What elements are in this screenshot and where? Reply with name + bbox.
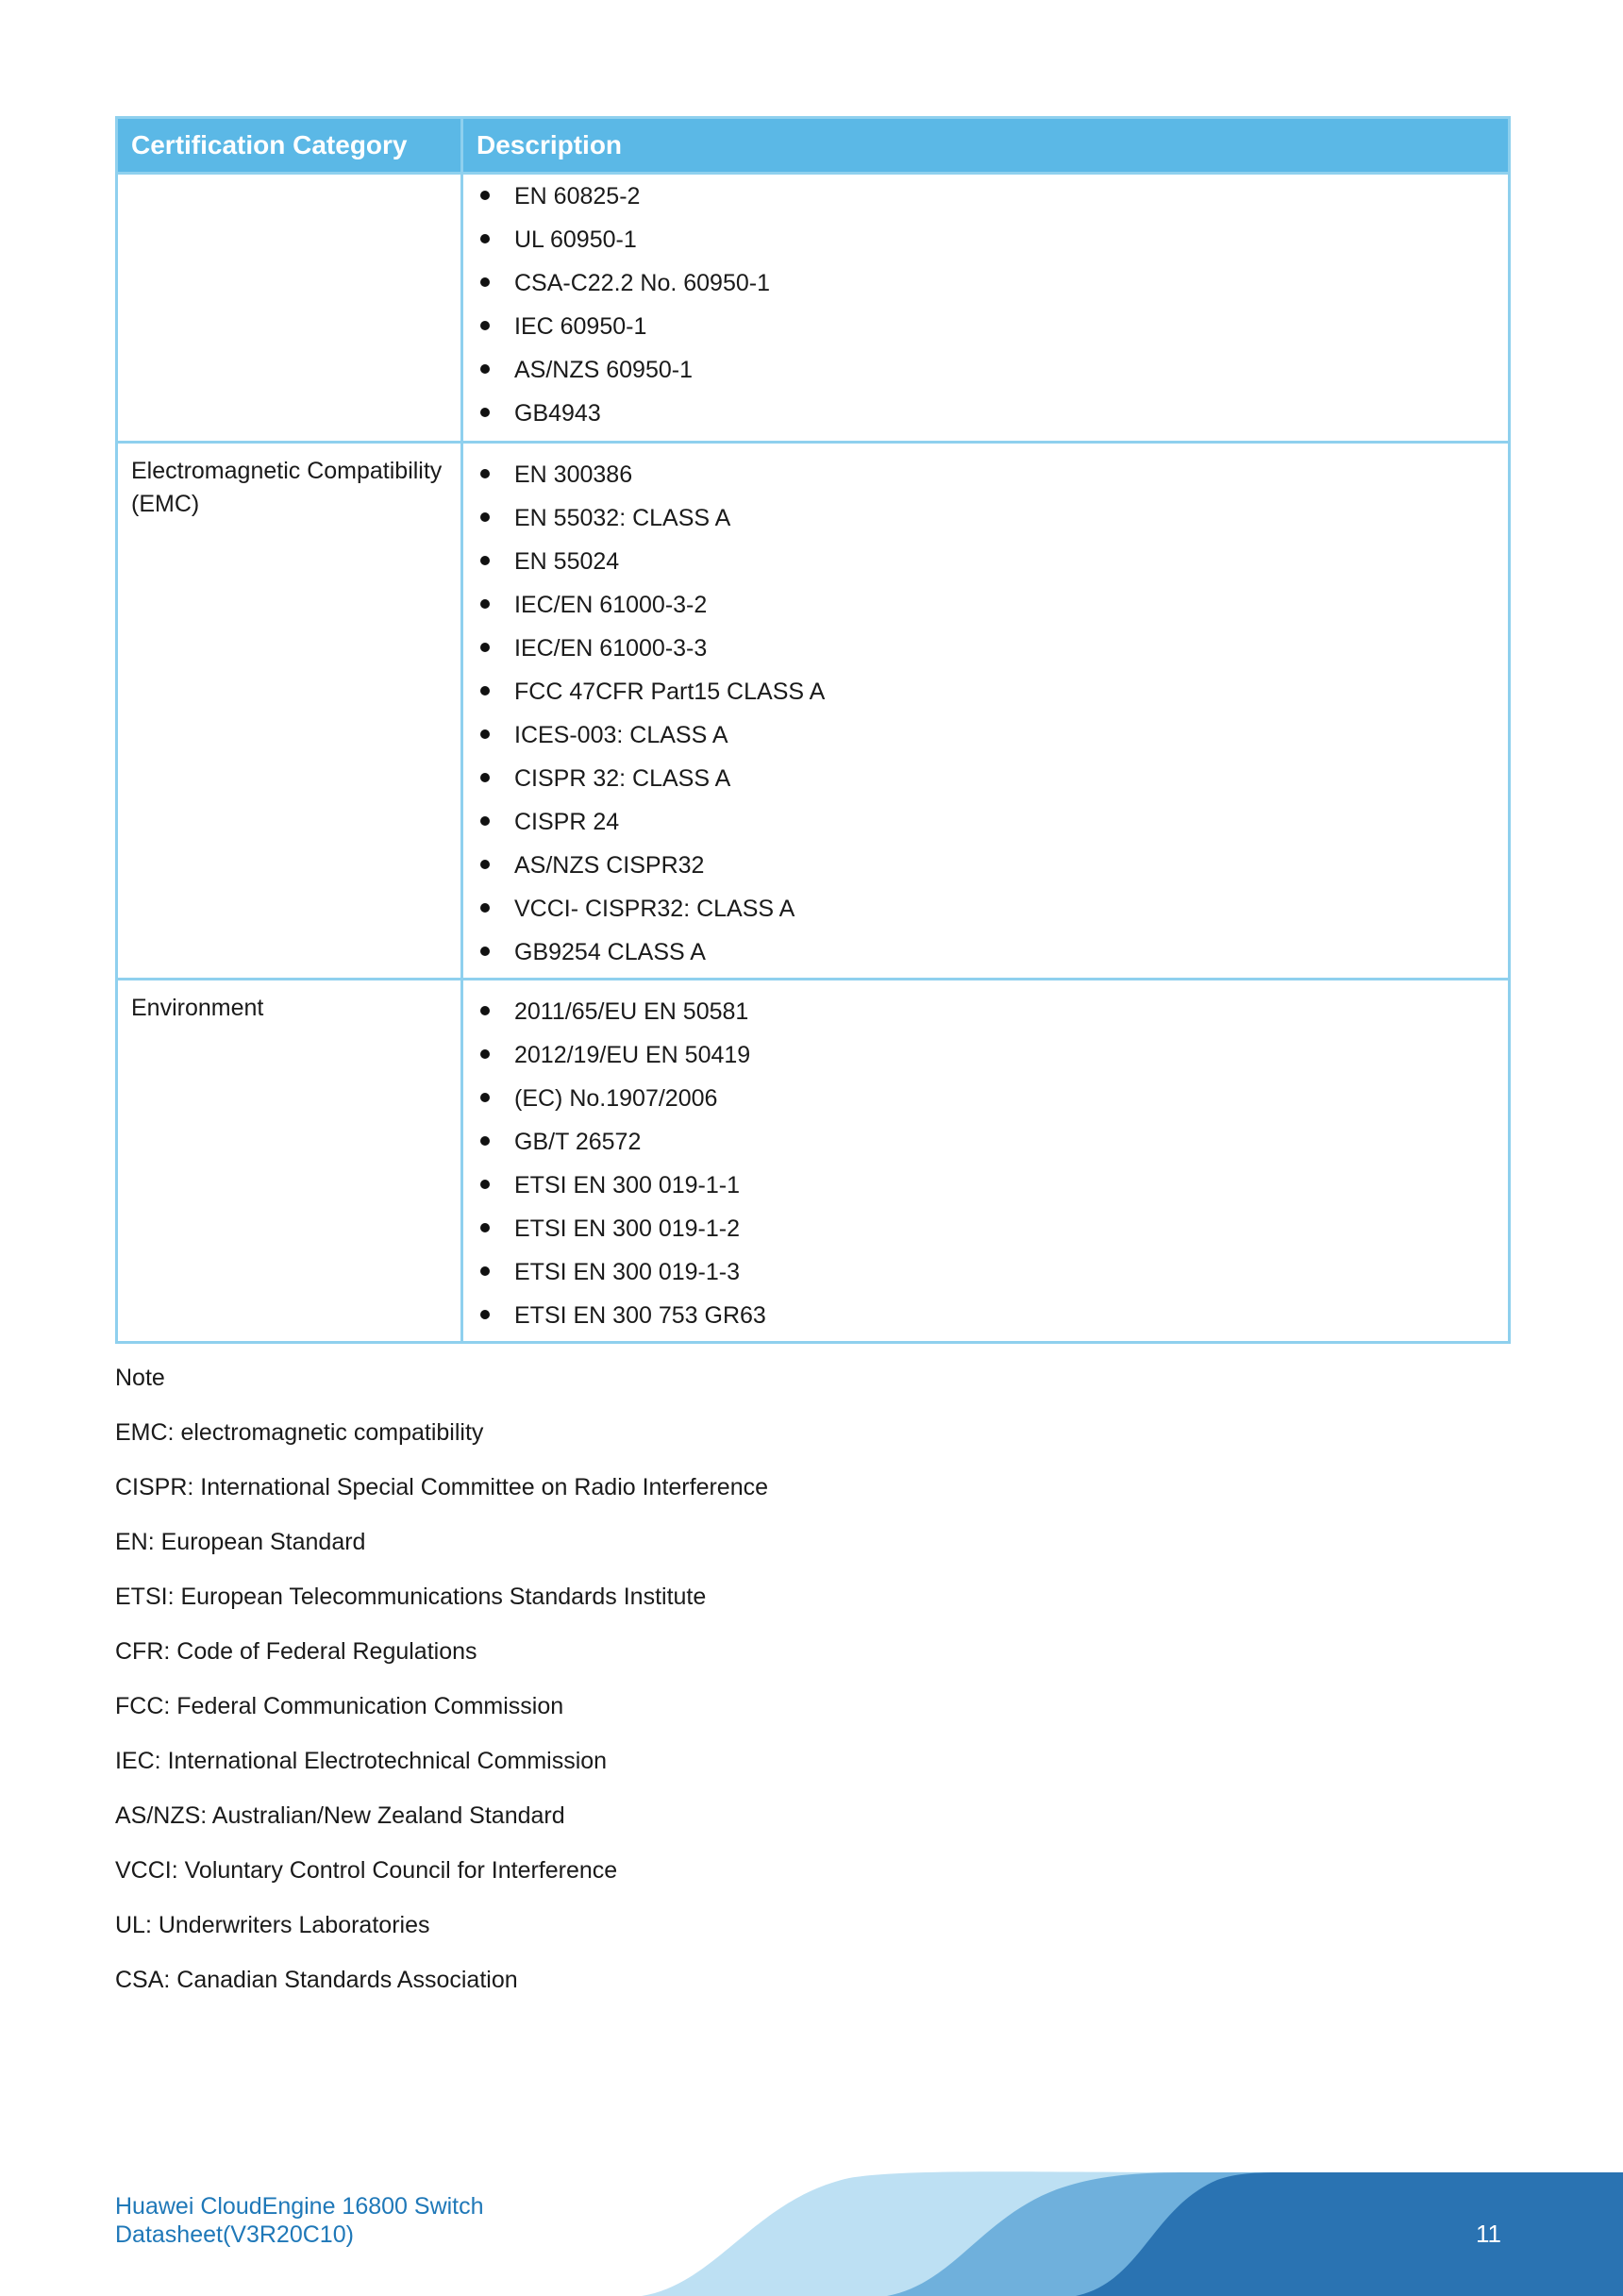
notes-section bbox=[115, 1357, 1436, 2014]
bullet-icon bbox=[480, 1136, 490, 1146]
table-row-safety bbox=[117, 174, 1510, 443]
list-item: CSA-C22.2 No. 60950-1 bbox=[477, 261, 1495, 305]
bullet-icon bbox=[480, 947, 490, 956]
list-item: ETSI EN 300 019-1-2 bbox=[477, 1207, 1495, 1250]
list-item: GB9254 CLASS A bbox=[477, 930, 1495, 974]
note-item: CISPR: International Special Committee on Radio Interference bbox=[115, 1474, 769, 1500]
footer-document-title bbox=[115, 2192, 606, 2249]
standards-list bbox=[477, 175, 1495, 441]
bullet-icon bbox=[480, 364, 490, 374]
header-description: Description bbox=[462, 118, 1510, 174]
standards-list bbox=[477, 980, 1495, 1341]
list-item: EN 55024 bbox=[477, 540, 1495, 583]
bullet-icon bbox=[480, 512, 490, 522]
list-item: (EC) No.1907/2006 bbox=[477, 1077, 1495, 1120]
header-certification-category: Certification Category bbox=[117, 118, 462, 174]
bullet-icon bbox=[480, 1266, 490, 1276]
bullet-icon bbox=[480, 234, 490, 243]
list-item: CISPR 24 bbox=[477, 800, 1495, 844]
row-category: Electromagnetic Compatibility (EMC) bbox=[117, 443, 462, 980]
bullet-icon bbox=[480, 903, 490, 913]
bullet-icon bbox=[480, 773, 490, 782]
list-item: IEC 60950-1 bbox=[477, 305, 1495, 348]
note-item: EN: European Standard bbox=[115, 1529, 366, 1555]
note-item: AS/NZS: Australian/New Zealand Standard bbox=[115, 1802, 565, 1829]
bullet-icon bbox=[480, 1180, 490, 1189]
note-item: UL: Underwriters Laboratories bbox=[115, 1912, 430, 1938]
note-item: FCC: Federal Communication Commission bbox=[115, 1693, 564, 1719]
row-description bbox=[462, 174, 1510, 443]
standards-list bbox=[477, 444, 1495, 978]
list-item: IEC/EN 61000-3-2 bbox=[477, 583, 1495, 627]
bullet-icon bbox=[480, 643, 490, 652]
bullet-icon bbox=[480, 408, 490, 417]
bullet-icon bbox=[480, 816, 490, 826]
list-item: GB4943 bbox=[477, 392, 1495, 435]
note-item: ETSI: European Telecommunications Standards Institute bbox=[115, 1584, 707, 1610]
footer-title-line2: Datasheet(V3R20C10) bbox=[115, 2221, 354, 2248]
list-item: EN 55032: CLASS A bbox=[477, 496, 1495, 540]
bullet-icon bbox=[480, 277, 490, 287]
list-item: FCC 47CFR Part15 CLASS A bbox=[477, 670, 1495, 713]
table-row-emc bbox=[117, 443, 1510, 980]
list-item: 2012/19/EU EN 50419 bbox=[477, 1033, 1495, 1077]
list-item: AS/NZS CISPR32 bbox=[477, 844, 1495, 887]
certification-table bbox=[115, 116, 1511, 1344]
list-item: UL 60950-1 bbox=[477, 218, 1495, 261]
list-item: EN 60825-2 bbox=[477, 175, 1495, 218]
footer-title-line1: Huawei CloudEngine 16800 Switch bbox=[115, 2193, 484, 2220]
note-item: CSA: Canadian Standards Association bbox=[115, 1967, 518, 1993]
list-item: ETSI EN 300 753 GR63 bbox=[477, 1294, 1495, 1337]
bullet-icon bbox=[480, 686, 490, 696]
page-number: 11 bbox=[1476, 2220, 1501, 2248]
note-item: IEC: International Electrotechnical Commission bbox=[115, 1748, 608, 1774]
list-item: CISPR 32: CLASS A bbox=[477, 757, 1495, 800]
row-description bbox=[462, 980, 1510, 1343]
bullet-icon bbox=[480, 321, 490, 330]
list-item: ETSI EN 300 019-1-1 bbox=[477, 1164, 1495, 1207]
bullet-icon bbox=[480, 1049, 490, 1059]
row-description bbox=[462, 443, 1510, 980]
list-item: ETSI EN 300 019-1-3 bbox=[477, 1250, 1495, 1294]
note-item: VCCI: Voluntary Control Council for Interference bbox=[115, 1857, 618, 1884]
bullet-icon bbox=[480, 1223, 490, 1232]
note-item: CFR: Code of Federal Regulations bbox=[115, 1638, 477, 1665]
bullet-icon bbox=[480, 729, 490, 739]
bullet-icon bbox=[480, 860, 490, 869]
list-item: GB/T 26572 bbox=[477, 1120, 1495, 1164]
notes-heading: Note bbox=[115, 1365, 165, 1391]
note-item: EMC: electromagnetic compatibility bbox=[115, 1419, 484, 1446]
row-category: Environment bbox=[117, 980, 462, 1343]
list-item: 2011/65/EU EN 50581 bbox=[477, 990, 1495, 1033]
list-item: AS/NZS 60950-1 bbox=[477, 348, 1495, 392]
list-item: IEC/EN 61000-3-3 bbox=[477, 627, 1495, 670]
bullet-icon bbox=[480, 191, 490, 200]
bullet-icon bbox=[480, 1006, 490, 1015]
list-item: VCCI- CISPR32: CLASS A bbox=[477, 887, 1495, 930]
row-category bbox=[117, 174, 462, 443]
bullet-icon bbox=[480, 469, 490, 478]
list-item: ICES-003: CLASS A bbox=[477, 713, 1495, 757]
bullet-icon bbox=[480, 556, 490, 565]
bullet-icon bbox=[480, 1093, 490, 1102]
bullet-icon bbox=[480, 1310, 490, 1319]
table-row-environment bbox=[117, 980, 1510, 1343]
bullet-icon bbox=[480, 599, 490, 609]
table-header-row bbox=[117, 118, 1510, 174]
list-item: EN 300386 bbox=[477, 453, 1495, 496]
